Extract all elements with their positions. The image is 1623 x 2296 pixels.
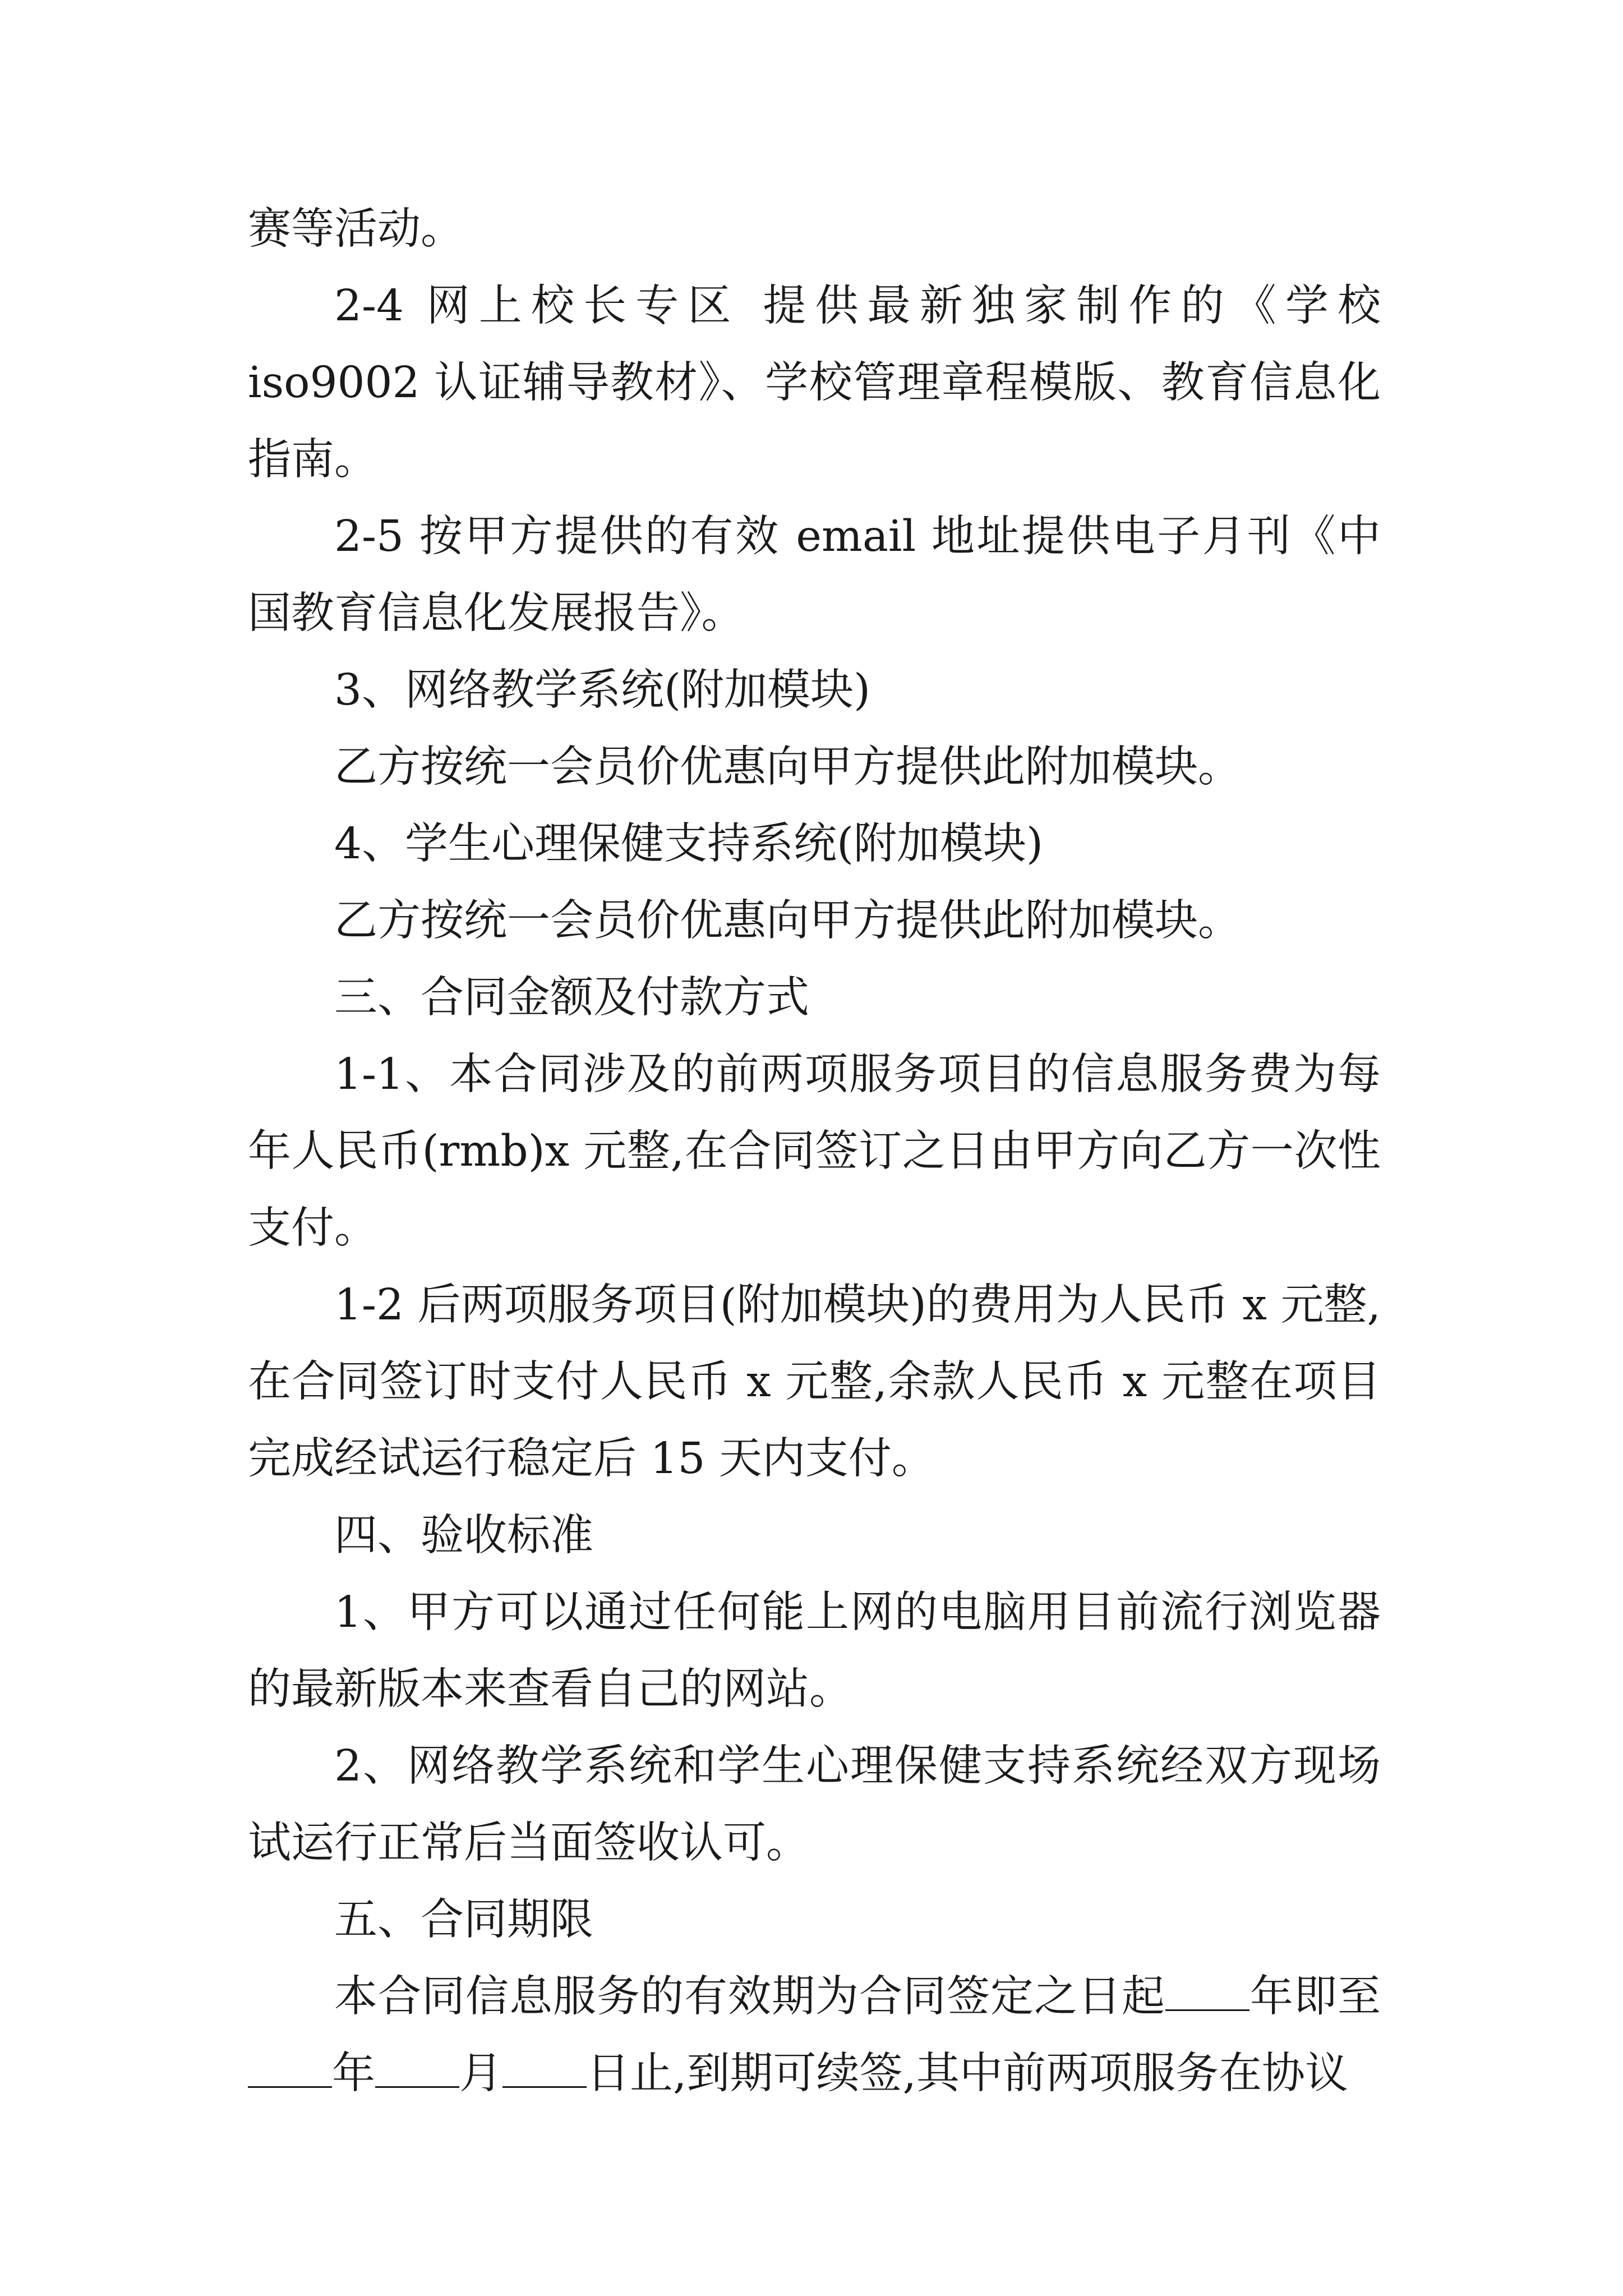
- paragraph-1: 赛等活动。: [248, 204, 464, 254]
- paragraph-3: 2-5 按甲方提供的有效 email 地址提供电子月刊《中国教育信息化发展报告》。: [248, 512, 1381, 638]
- document-body: [248, 191, 1381, 2112]
- paragraph-7: 乙方按统一会员价优惠向甲方提供此附加模块。: [334, 896, 1241, 946]
- paragraph-13: 2、网络教学系统和学生心理保健支持系统经双方现场试运行正常后当面签收认可。: [248, 1741, 1381, 1868]
- paragraph-2: 2-4 网上校长专区 提供最新独家制作的《学校 iso9002 认证辅导教材》、学校管理章程模版、教育信息化指南。: [248, 281, 1381, 485]
- paragraph-10: 1-2 后两项服务项目(附加模块)的费用为人民币 x 元整,在合同签订时支付人民币 x 元整,余款人民币 x 元整在项目完成经试运行稳定后 15 天内支付。: [248, 1280, 1381, 1484]
- section-heading-contract-amount: 三、合同金额及付款方式: [334, 973, 809, 1023]
- section-heading-contract-term: 五、合同期限: [334, 1895, 593, 1945]
- term-text-1: 本合同信息服务的有效期为合同签定之日起: [334, 1972, 1165, 2022]
- paragraph-term: [248, 1958, 1381, 2112]
- paragraph-5: 乙方按统一会员价优惠向甲方提供此附加模块。: [334, 742, 1241, 792]
- paragraph-4: 3、网络教学系统(附加模块): [334, 665, 871, 715]
- section-heading-acceptance: 四、验收标准: [334, 1511, 593, 1561]
- term-text-4: 月: [459, 2049, 502, 2099]
- term-text-5: 日止,到期可续签,其中前两项服务在协议: [587, 2049, 1348, 2099]
- blank-end-day: [502, 2047, 587, 2088]
- blank-end-year: [248, 2047, 332, 2088]
- paragraph-9: 1-1、本合同涉及的前两项服务项目的信息服务费为每年人民币(rmb)x 元整,在合同签订之日由甲方向乙方一次性支付。: [248, 1050, 1381, 1253]
- paragraph-6: 4、学生心理保健支持系统(附加模块): [334, 819, 1044, 869]
- term-text-3: 年: [332, 2049, 375, 2099]
- blank-years: [1165, 1970, 1249, 2011]
- paragraph-12: 1、甲方可以通过任何能上网的电脑用目前流行浏览器的最新版本来查看自己的网站。: [248, 1588, 1381, 1714]
- term-text-2: 年即至: [1249, 1972, 1381, 2022]
- blank-end-month: [375, 2047, 459, 2088]
